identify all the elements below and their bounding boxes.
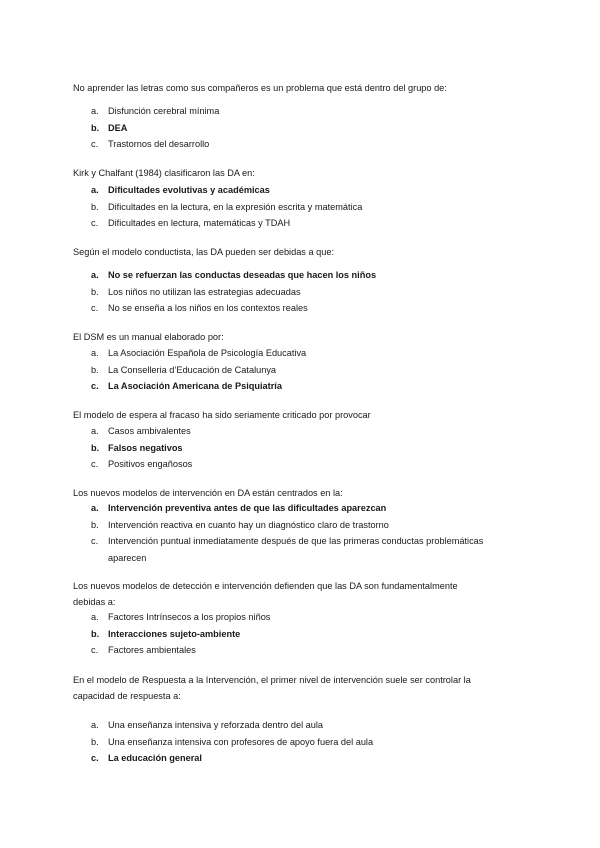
option-6b: b. Intervención reactiva en cuanto hay un diagnóstico claro de trastorno: [91, 519, 389, 530]
question-4-text: El DSM es un manual elaborado por:: [73, 332, 224, 342]
option-4c: c. La Asociación Americana de Psiquiatría: [91, 381, 282, 392]
option-7a: a. Factores Intrínsecos a los propios niños: [91, 612, 271, 622]
question-1-text: No aprender las letras como sus compañeros es un problema que está dentro del grupo de:: [73, 83, 447, 93]
question-4-options: [91, 345, 518, 395]
question-2-options: [91, 182, 518, 232]
option-5b: b. Falsos negativos: [91, 442, 183, 453]
option-3b: b. Los niños no utilizan las estrategias adecuadas: [91, 286, 301, 297]
option-2a: a. Dificultades evolutivas y académicas: [91, 185, 270, 195]
option-2b: b. Dificultades en la lectura, en la expresión escrita y matemática: [91, 201, 363, 212]
question-1-options: [91, 103, 518, 153]
question-8-options: [91, 717, 518, 767]
question-6-text: Los nuevos modelos de intervención en DA están centrados en la:: [73, 488, 343, 498]
option-4a: a. La Asociación Española de Psicología Educativa: [91, 348, 307, 358]
option-4b: b. La Conselleria d’Educación de Catalunya: [91, 364, 277, 375]
option-1a: a. Disfunción cerebral mínima: [91, 106, 220, 116]
option-6c: c. Intervención puntual inmediatamente después de que las primeras conductas problemáticas aparecen: [91, 536, 484, 563]
question-5-text: El modelo de espera al fracaso ha sido seriamente criticado por provocar: [73, 410, 371, 420]
option-5a: a. Casos ambivalentes: [91, 426, 191, 436]
question-5-options: [91, 423, 518, 473]
option-7b: b. Interacciones sujeto-ambiente: [91, 628, 241, 639]
option-8a: a. Una enseñanza intensiva y reforzada dentro del aula: [91, 720, 324, 730]
option-7c: c. Factores ambientales: [91, 645, 196, 656]
option-8b: b. Una enseñanza intensiva con profesores de apoyo fuera del aula: [91, 736, 374, 747]
option-2c: c. Dificultades en lectura, matemáticas y TDAH: [91, 218, 291, 229]
question-2-text: Kirk y Chalfant (1984) clasificaron las DA en:: [73, 168, 255, 178]
option-1c: c. Trastornos del desarrollo: [91, 139, 210, 150]
question-6-options: [91, 500, 518, 566]
question-3-text: Según el modelo conductista, las DA pueden ser debidas a que:: [73, 247, 334, 257]
question-8-text: En el modelo de Respuesta a la Intervención, el primer nivel de intervención suele ser controlar la capacidad de respuesta a:: [73, 675, 471, 701]
question-3-options: [91, 267, 518, 317]
option-1b: b. DEA: [91, 122, 128, 133]
option-3a: a. No se refuerzan las conductas deseadas que hacen los niños: [91, 270, 377, 280]
question-7-options: [91, 609, 518, 659]
option-5c: c. Positivos engañosos: [91, 459, 193, 470]
option-3c: c. No se enseña a los niños en los contextos reales: [91, 303, 308, 314]
option-8c: c. La educación general: [91, 753, 202, 764]
question-7-text: Los nuevos modelos de detección e intervención defienden que las DA son fundamentalmente debidas a:: [73, 581, 458, 607]
option-6a: a. Intervención preventiva antes de que las dificultades aparezcan: [91, 503, 387, 513]
